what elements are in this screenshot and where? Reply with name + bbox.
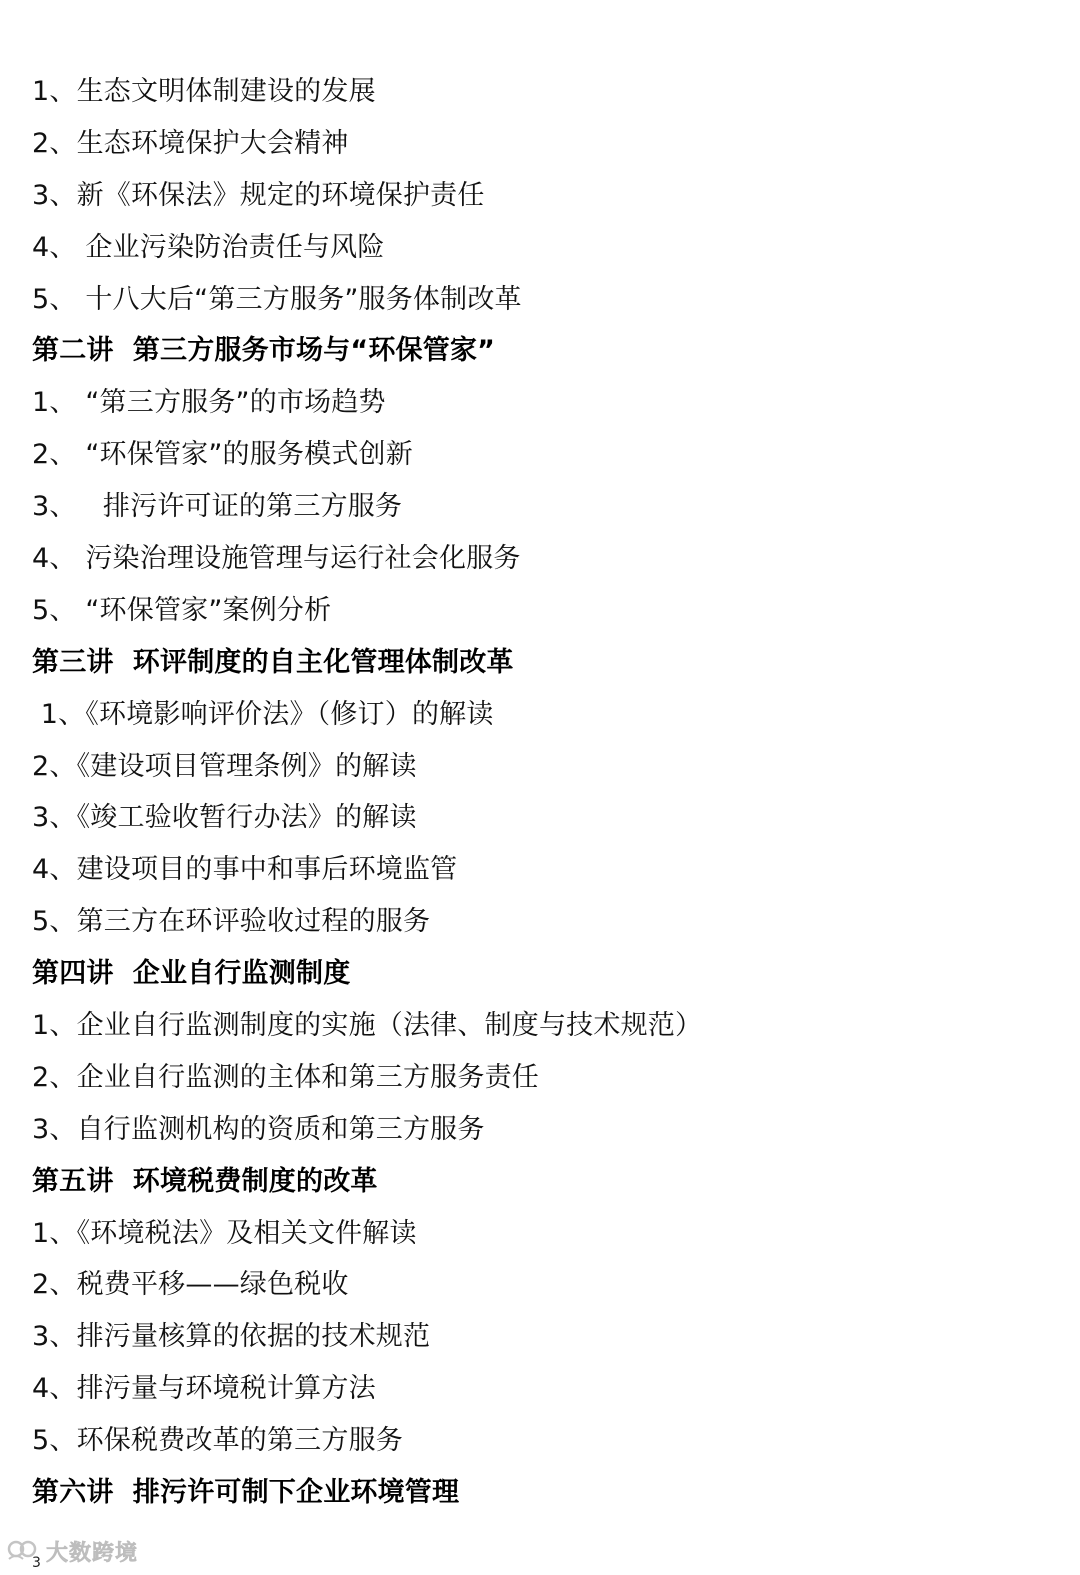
list-item: 2、企业自行监测的主体和第三方服务责任 xyxy=(32,1061,539,1093)
list-item: 1、《环境税法》及相关文件解读 xyxy=(32,1217,417,1249)
list-item: 5、 “环保管家”案例分析 xyxy=(32,594,332,626)
brand-logo-icon xyxy=(6,1539,41,1571)
list-item: 1、生态文明体制建设的发展 xyxy=(32,76,376,107)
section-heading: 第五讲 环境税费制度的改革 xyxy=(32,1165,378,1197)
list-item: 4、 企业污染防治责任与风险 xyxy=(32,231,385,263)
list-item: 3、新《环保法》规定的环境保护责任 xyxy=(32,179,485,211)
list-item: 1、《环境影响评价法》（修订）的解读 xyxy=(32,698,494,730)
list-item: 2、 “环保管家”的服务模式创新 xyxy=(32,439,413,471)
document-body xyxy=(0,66,1080,1519)
section-heading: 第三讲 环评制度的自主化管理体制改革 xyxy=(32,646,514,678)
list-item: 5、第三方在环评验收过程的服务 xyxy=(32,906,431,938)
list-item: 2、税费平移——绿色税收 xyxy=(32,1269,349,1301)
list-item: 3、排污量核算的依据的技术规范 xyxy=(32,1321,431,1353)
list-item: 4、排污量与环境税计算方法 xyxy=(32,1373,376,1405)
list-item: 2、生态环境保护大会精神 xyxy=(32,127,349,159)
list-item: 2、《建设项目管理条例》的解读 xyxy=(32,750,417,782)
page-number: 3 xyxy=(32,1555,41,1571)
watermark xyxy=(6,1536,139,1571)
list-item: 5、环保税费改革的第三方服务 xyxy=(32,1425,403,1457)
list-item: 4、建设项目的事中和事后环境监管 xyxy=(32,854,458,886)
section-heading: 第六讲 排污许可制下企业环境管理 xyxy=(32,1477,460,1509)
list-item: 3、《竣工验收暂行办法》的解读 xyxy=(32,802,417,834)
list-item: 4、 污染治理设施管理与运行社会化服务 xyxy=(32,543,521,575)
list-item: 3、 排污许可证的第三方服务 xyxy=(32,491,403,523)
list-item: 5、 十八大后“第三方服务”服务体制改革 xyxy=(32,283,522,315)
list-item: 3、自行监测机构的资质和第三方服务 xyxy=(32,1113,485,1145)
watermark-text: 大数跨境 xyxy=(46,1540,139,1566)
list-item: 1、企业自行监测制度的实施（法律、制度与技术规范） xyxy=(32,1010,703,1042)
list-item: 1、 “第三方服务”的市场趋势 xyxy=(32,387,386,419)
section-heading: 第四讲 企业自行监测制度 xyxy=(32,958,351,990)
section-heading: 第二讲 第三方服务市场与“环保管家” xyxy=(32,335,496,367)
